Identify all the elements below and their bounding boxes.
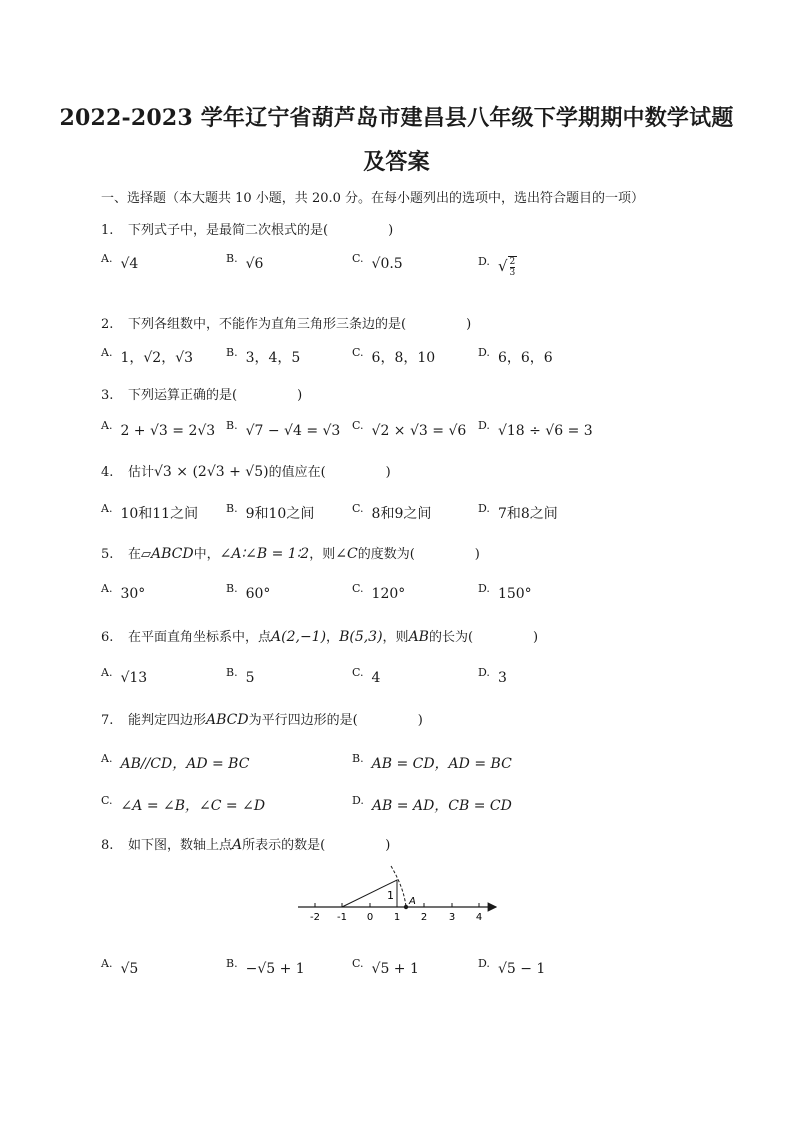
math-expression: √3 × (2√3 + √5) <box>154 464 269 480</box>
option-b: $^{B.}$ √6 <box>226 252 264 272</box>
tick-labels <box>310 912 482 923</box>
question-7: 7. 能判定四边形ABCD为平行四边形的是( ) <box>101 712 423 728</box>
question-2: 2. 下列各组数中，不能作为直角三角形三条边的是( ) <box>101 317 472 332</box>
option-b: $^{B.}$ AB = CD，AD = BC <box>352 752 512 772</box>
option-b: $^{B.}$ 60° <box>226 582 271 602</box>
option-d: $^{D.}$ 3 <box>478 666 507 686</box>
section-header: 一、选择题（本大题共 10 小题，共 20.0 分。在每小题列出的选项中，选出符合题目的一项） <box>101 191 645 206</box>
option-a: $^{A.}$ 2 + √3 = 2√3 <box>101 419 216 439</box>
option-a: $^{A.}$ 30° <box>101 582 146 602</box>
option-d: $^{D.}$ √18 ÷ √6 = 3 <box>478 419 593 439</box>
page-title: 2022-2023 学年辽宁省葫芦岛市建昌县八年级下学期期中数学试题 <box>59 105 734 131</box>
option-b: $^{B.}$ −√5 + 1 <box>226 957 305 977</box>
question-1: 1. 下列式子中，是最简二次根式的是( ) <box>101 223 394 238</box>
svg-text:0: 0 <box>366 912 374 923</box>
option-c: $^{C.}$ √0.5 <box>352 252 403 272</box>
svg-text:4: 4 <box>475 912 483 923</box>
option-c: $^{C.}$ ∠A = ∠B，∠C = ∠D <box>101 794 266 814</box>
number-line-figure <box>290 860 510 930</box>
option-a: $^{A.}$ 10和11之间 <box>101 502 199 522</box>
option-d: $^{D.}$ √5 − 1 <box>478 957 546 977</box>
question-5: 5. 在▱ABCD中，∠A∶∠B = 1∶2，则∠C的度数为( ) <box>101 546 480 562</box>
question-number: 1. <box>101 223 114 238</box>
option-a: $^{A.}$ AB//CD，AD = BC <box>101 752 250 772</box>
question-8: 8. 如下图，数轴上点A所表示的数是( ) <box>101 837 391 853</box>
svg-text:-1: -1 <box>337 912 347 923</box>
question-stem: 下列各组数中，不能作为直角三角形三条边的是( <box>128 317 407 332</box>
question-stem: 下列式子中，是最简二次根式的是( <box>128 223 329 238</box>
option-a: $^{A.}$ √5 <box>101 957 139 977</box>
option-d: $^{D.}$ 6，6，6 <box>478 346 553 366</box>
option-b: $^{B.}$ 5 <box>226 666 255 686</box>
svg-text:3: 3 <box>448 912 456 923</box>
option-b: $^{B.}$ 9和10之间 <box>226 502 315 522</box>
option-d: $^{D.}$ 7和8之间 <box>478 502 558 522</box>
svg-text:2: 2 <box>420 912 428 923</box>
page-title-continued: 及答案 <box>363 149 430 175</box>
option-d: $^{D.}$ AB = AD，CB = CD <box>352 794 512 814</box>
option-a: $^{A.}$ √13 <box>101 666 148 686</box>
svg-text:-2: -2 <box>310 912 320 923</box>
option-c: $^{C.}$ √5 + 1 <box>352 957 419 977</box>
option-c: $^{C.}$ 6，8，10 <box>352 346 436 366</box>
side-label: 1 <box>387 889 394 902</box>
question-3: 3. 下列运算正确的是( ) <box>101 388 303 403</box>
svg-text:1: 1 <box>393 912 401 923</box>
option-d: $^{D.}$ √ $\frac{2}{3}$ <box>478 255 516 278</box>
option-c: $^{C.}$ 8和9之间 <box>352 502 432 522</box>
question-4: 4. 估计√3 × (2√3 + √5)的值应在( ) <box>101 464 391 480</box>
option-a: $^{A.}$ 1，√2，√3 <box>101 346 194 366</box>
option-c: $^{C.}$ 4 <box>352 666 381 686</box>
point-a-label: A <box>409 896 416 907</box>
option-d: $^{D.}$ 150° <box>478 582 532 602</box>
option-c: $^{C.}$ 120° <box>352 582 406 602</box>
question-6: 6. 在平面直角坐标系中，点A(2,−1)，B(5,3)，则AB的长为( ) <box>101 629 539 645</box>
question-stem: 下列运算正确的是( <box>128 388 238 403</box>
option-a: $^{A.}$ √4 <box>101 252 139 272</box>
point-a <box>404 905 408 909</box>
option-c: $^{C.}$ √2 × √3 = √6 <box>352 419 467 439</box>
option-b: $^{B.}$ √7 − √4 = √3 <box>226 419 341 439</box>
option-b: $^{B.}$ 3，4，5 <box>226 346 301 366</box>
